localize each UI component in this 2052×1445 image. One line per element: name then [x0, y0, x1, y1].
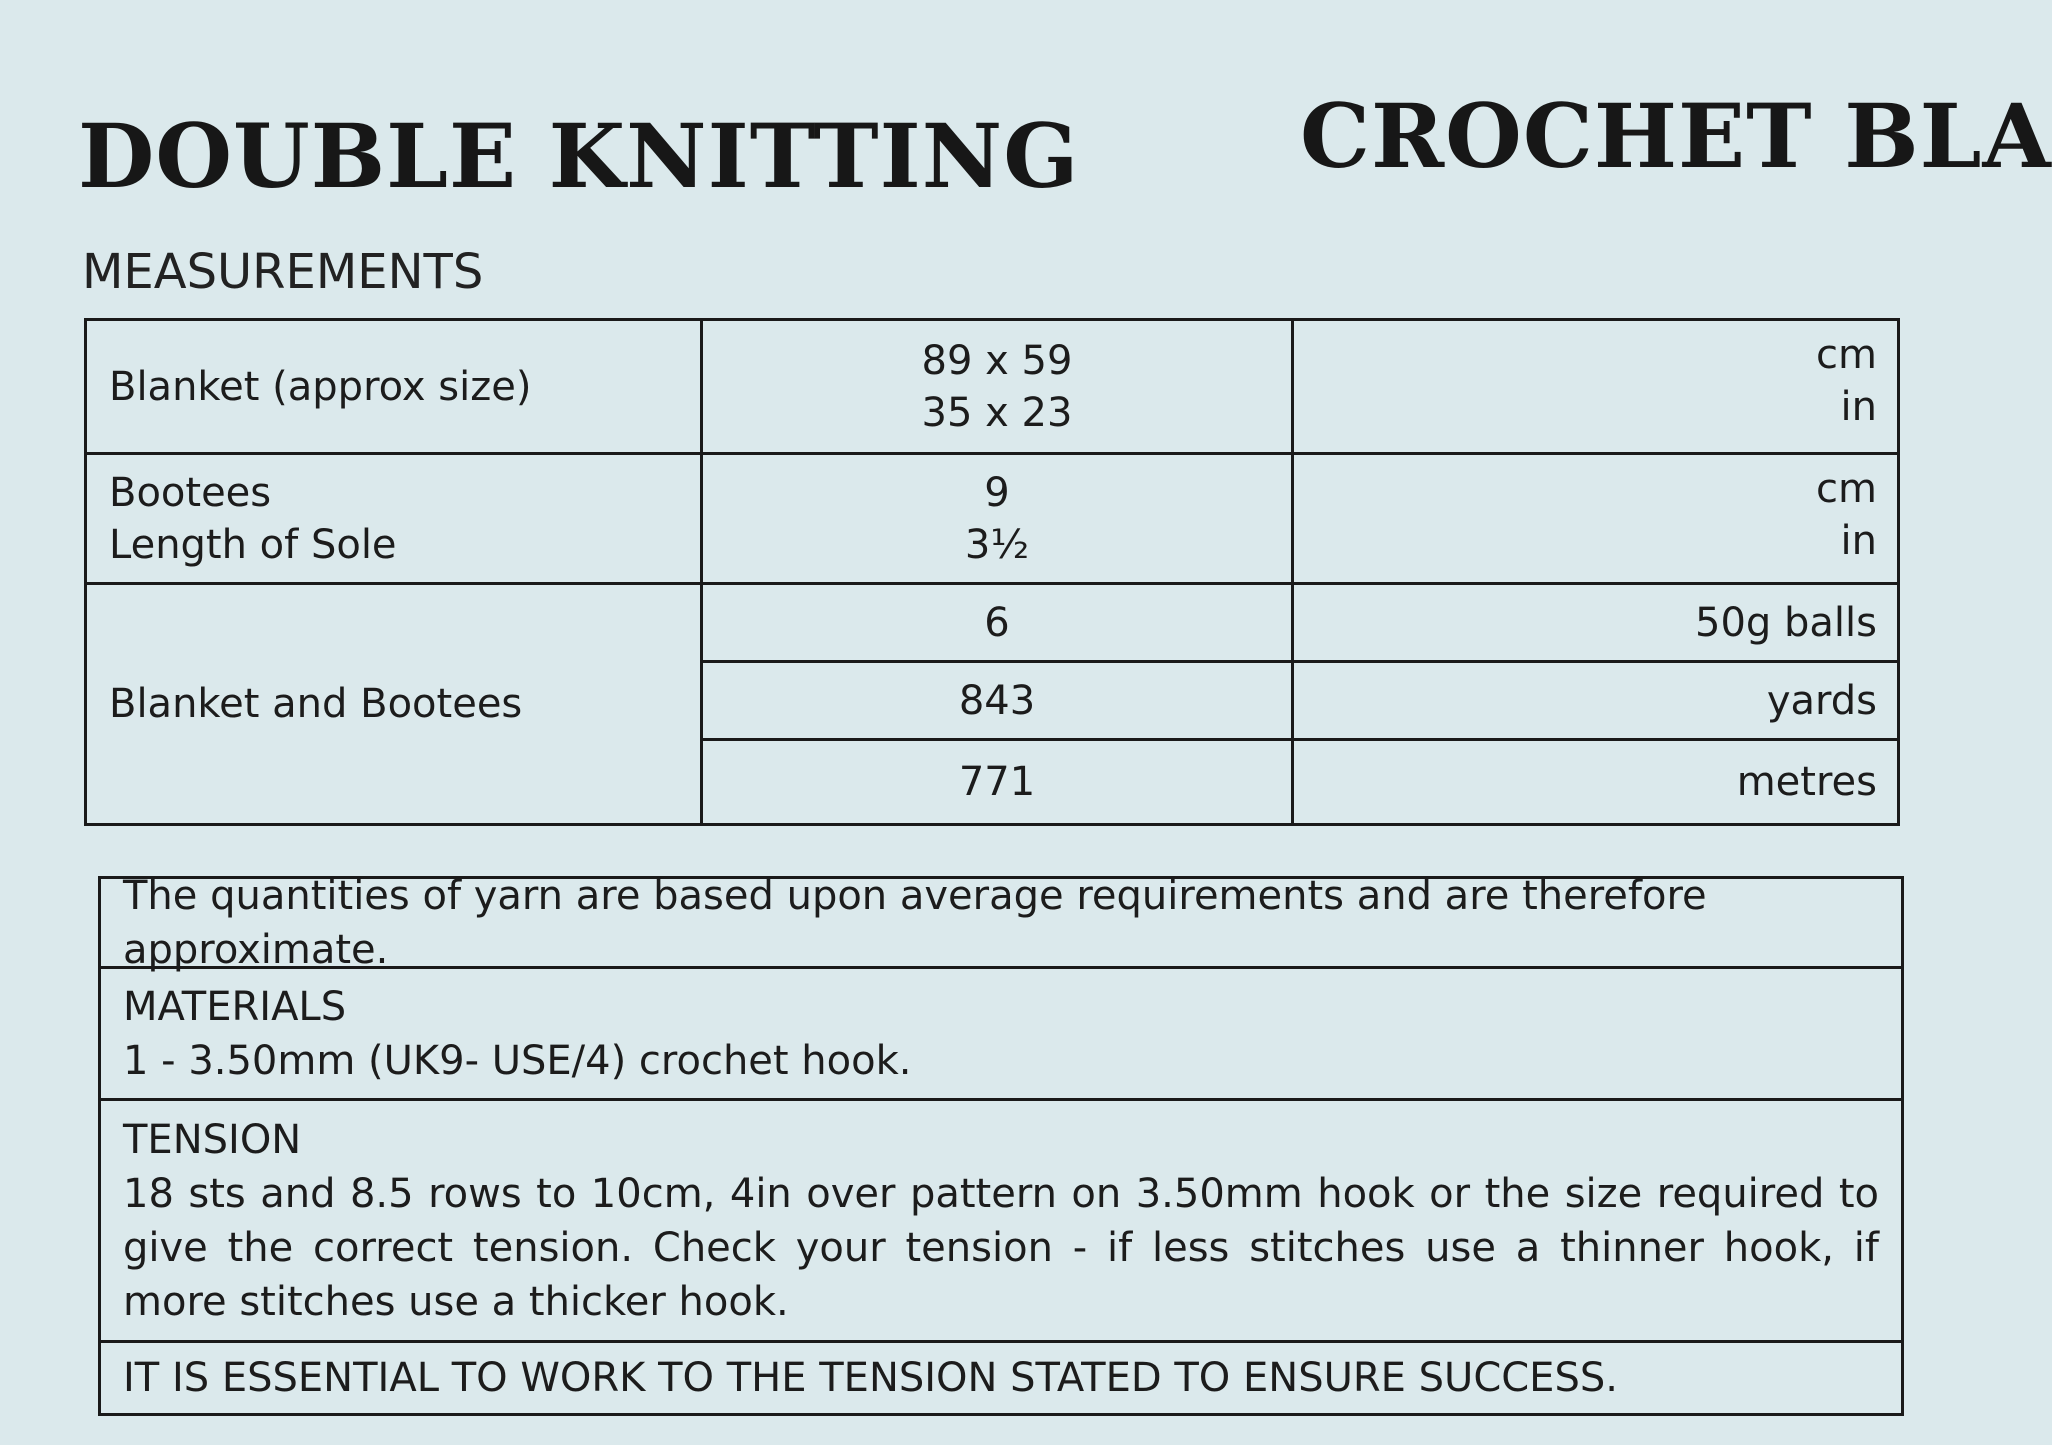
info-table	[98, 872, 1904, 1416]
yarn-balls-unit-cell	[1294, 585, 1897, 663]
yarn-label: Blanket and Bootees	[109, 681, 523, 727]
materials-heading: MATERIALS	[123, 983, 347, 1030]
essential-notice: IT IS ESSENTIAL TO WORK TO THE TENSION STATED TO ENSURE SUCCESS.	[123, 1355, 1618, 1401]
tension-heading: TENSION	[123, 1116, 302, 1163]
yarn-metres-unit: metres	[1736, 759, 1877, 805]
blanket-unit-cell	[1294, 321, 1897, 455]
pattern-subtitle-cropped: CROCHET BLA	[1300, 84, 2052, 188]
yarn-yards-value: 843	[958, 677, 1036, 724]
yarn-metres-value: 771	[958, 759, 1036, 805]
bootees-value-in: 3½	[964, 521, 1030, 568]
bootees-value-cell	[703, 455, 1294, 585]
yarn-yards-unit: yards	[1766, 677, 1877, 724]
bootees-label-cell	[87, 455, 703, 585]
tension-row	[101, 1101, 1901, 1343]
yarn-yards-value-cell	[703, 663, 1294, 741]
blanket-value-cell	[703, 321, 1294, 455]
essential-row	[101, 1343, 1901, 1413]
bootees-unit-cm: cm	[1816, 466, 1877, 512]
materials-row	[101, 969, 1901, 1101]
yarn-yards-unit-cell	[1294, 663, 1897, 741]
yarn-balls-unit: 50g balls	[1695, 599, 1877, 646]
yarn-label-cell	[87, 585, 703, 823]
bootees-unit-cell	[1294, 455, 1897, 585]
yarn-note: The quantities of yarn are based upon average requirements and are therefore approximate.	[123, 872, 1707, 973]
blanket-label: Blanket (approx size)	[109, 363, 532, 410]
yarn-balls-value-cell	[703, 585, 1294, 663]
tension-text: 18 sts and 8.5 rows to 10cm, 4in over pattern on 3.50mm hook or the size required to give the correct tension. Check your tension - if less stitches use a thinner hook, if more stitches use a thicker hook.	[123, 1170, 1879, 1325]
measurements-table	[84, 318, 1900, 826]
blanket-unit-cm: cm	[1816, 332, 1877, 378]
bootees-value-cm: 9	[984, 469, 1010, 516]
blanket-value-in: 35 x 23	[921, 389, 1073, 436]
yarn-balls-value: 6	[984, 599, 1010, 646]
pattern-title: DOUBLE KNITTING	[78, 104, 1080, 208]
yarn-metres-value-cell	[703, 741, 1294, 823]
bootees-sole-label: Length of Sole	[109, 521, 397, 568]
yarn-metres-unit-cell	[1294, 741, 1897, 823]
blanket-label-cell	[87, 321, 703, 455]
bootees-unit-in: in	[1840, 518, 1877, 564]
blanket-value-cm: 89 x 59	[921, 337, 1073, 384]
blanket-unit-in: in	[1840, 384, 1877, 430]
bootees-label: Bootees	[109, 469, 272, 516]
materials-text: 1 - 3.50mm (UK9- USE/4) crochet hook.	[123, 1037, 912, 1084]
yarn-note-row	[101, 872, 1901, 973]
measurements-heading: MEASUREMENTS	[82, 244, 484, 300]
